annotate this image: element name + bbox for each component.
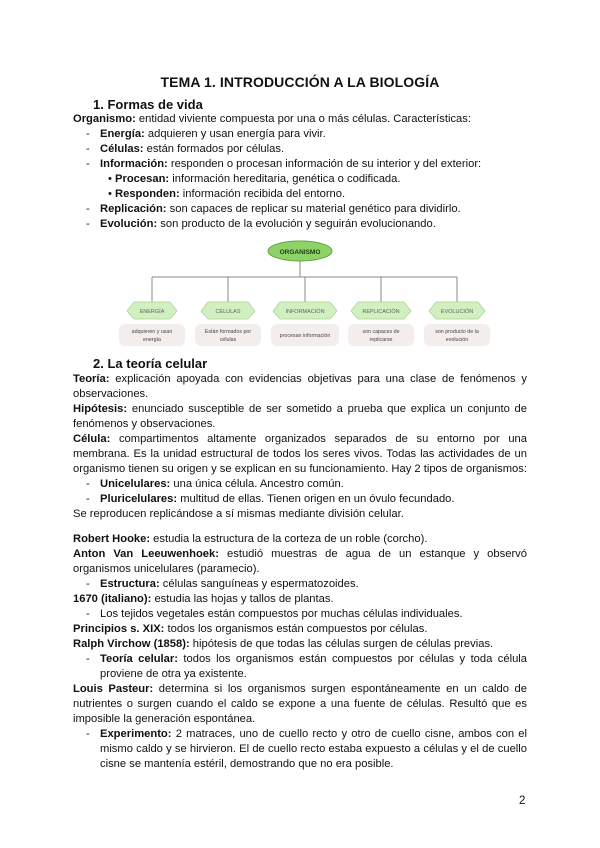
text-line: nutrientes o surgen cuando el caldo se expone a una fuente de células. Resultó que es [73, 698, 527, 710]
list-item: - Replicación: son capaces de replicar su material genético para dividirlo. [86, 203, 461, 215]
virchow-entry [73, 637, 493, 652]
list-item: - Información: responden o procesan información de su interior y del exterior: [86, 158, 482, 170]
node-desc: Están formados por [204, 329, 252, 335]
root-label: ORGANISMO [279, 249, 321, 256]
term: Ralph Virchow (1858): [73, 638, 190, 650]
definition-text: enunciado susceptible de ser sometido a prueba que explica un conjunto de [127, 403, 527, 415]
text-line: fenómenos y observaciones. [73, 418, 216, 430]
diagram-node-informacion [271, 302, 339, 346]
item-text: son producto de la evolución y seguirán evolucionando. [157, 218, 436, 230]
text-line: membrana. Es la unidad estructural de todos los seres vivos. Todas las actividades de un [73, 448, 527, 460]
node-label: ENERGÍA [139, 309, 165, 315]
item-text: una única célula. Ancestro común. [170, 478, 344, 490]
celula-definition [73, 432, 527, 447]
experimento-entry [100, 727, 527, 742]
definition-text: explicación apoyada con evidencias objetivas para una clase de fenómenos y [109, 373, 527, 385]
term: Información: [100, 158, 168, 170]
item-text: células sanguíneas y espermatozoides. [159, 578, 359, 590]
term: Principios s. XIX: [73, 623, 165, 635]
node-desc: son producto de la [435, 329, 479, 335]
diagram-node-evolucion [424, 302, 490, 346]
hooke-entry [73, 532, 427, 547]
term: Replicación: [100, 203, 167, 215]
term: Organismo: [73, 113, 136, 125]
term: Teoría celular: [100, 653, 178, 665]
node-desc: procesan información [279, 333, 331, 339]
term: Energía: [100, 128, 145, 140]
definition-text: compartimentos altamente organizados separados de su entorno por una [110, 433, 527, 445]
node-desc: son capaces de [362, 329, 400, 335]
item-text: Los tejidos vegetales están compuestos por muchas células individuales. [100, 608, 463, 620]
sub-list-item: • Procesan: información hereditaria, genética o codificada. [108, 173, 401, 185]
list-item: - Células: están formados por células. [86, 143, 285, 155]
entry-text: todos los organismos están compuestos por células. [164, 623, 428, 635]
section-heading-teoria-celular: 2. La teoría celular [93, 356, 208, 371]
section-heading-formas-de-vida: 1. Formas de vida [93, 97, 203, 112]
list-item: - Energía: adquieren y usan energía para vivir. [86, 128, 326, 140]
teoria-celular-entry [100, 652, 527, 667]
list-item: - Unicelulares: una única célula. Ancestro común. [86, 478, 344, 490]
term: Evolución: [100, 218, 158, 230]
entry-text: estudia las hojas y tallos de plantas. [151, 593, 334, 605]
term: Louis Pasteur: [73, 683, 154, 695]
list-item: - Los tejidos vegetales están compuestos por muchas células individuales. [86, 608, 463, 620]
node-label: EVOLUCIÓN [440, 309, 474, 315]
item-text: multitud de ellas. Tienen origen en un óvulo fecundado. [177, 493, 455, 505]
term: Hipótesis: [73, 403, 128, 415]
term: Responden: [115, 188, 180, 200]
node-desc: adquieren y usan [131, 329, 173, 335]
term: Anton Van Leeuwenhoek: [73, 548, 219, 560]
definition-text: entidad viviente compuesta por una o más células. Características: [135, 113, 471, 125]
diagram-node-replicacion [348, 302, 414, 346]
list-item: - Evolución: son producto de la evolución y seguirán evolucionando. [86, 218, 436, 230]
diagram-root-node [268, 241, 332, 261]
term: Pluricelulares: [100, 493, 178, 505]
list-item: - Estructura: células sanguíneas y espermatozoides. [86, 578, 359, 590]
text-line: imposible la generación espontánea. [73, 713, 256, 725]
term: 1670 (italiano): [73, 593, 152, 605]
term: Unicelulares: [100, 478, 171, 490]
item-text: información hereditaria, genética o codificada. [169, 173, 401, 185]
node-label: CÉLULAS [215, 309, 241, 315]
node-desc: evolución [445, 337, 469, 343]
text-line: Se reproducen replicándose a sí mismas mediante división celular. [73, 508, 404, 520]
item-text: responden o procesan información de su interior y del exterior: [167, 158, 482, 170]
sub-list-item: • Responden: información recibida del entorno. [108, 188, 346, 200]
item-text: son capaces de replicar su material genético para dividirlo. [166, 203, 461, 215]
page-title: TEMA 1. INTRODUCCIÓN A LA BIOLOGÍA [160, 74, 440, 90]
term: Robert Hooke: [73, 533, 151, 545]
term: Procesan: [115, 173, 170, 185]
page-number: 2 [519, 795, 526, 807]
item-text: adquieren y usan energía para vivir. [144, 128, 326, 140]
entry-text: determina si los organismos surgen espontáneamente en un caldo de [153, 683, 527, 695]
entry-text: 2 matraces, uno de cuello recto y otro de cuello cisne, ambos con el [171, 728, 527, 740]
list-dash: - [86, 653, 90, 665]
item-text: están formados por células. [143, 143, 285, 155]
text-line: observaciones. [73, 388, 149, 400]
diagram-node-energia [119, 302, 185, 346]
text-line: proviene de otra ya existente. [100, 668, 247, 680]
xix-entry [73, 622, 427, 637]
node-label: INFORMACIÓN [285, 309, 325, 315]
term: Células: [100, 143, 144, 155]
leeuwenhoek-entry [73, 547, 527, 562]
diagram-node-celulas [195, 302, 261, 346]
term: Experimento: [100, 728, 172, 740]
list-item: - Pluricelulares: multitud de ellas. Tienen origen en un óvulo fecundado. [86, 493, 455, 505]
term: Estructura: [100, 578, 160, 590]
term: Teoría: [73, 373, 110, 385]
node-desc: replicarse [369, 337, 393, 343]
text-line: organismo tienen su origen y se explican en su funcionamiento. Hay 2 tipos de organismos: [73, 463, 527, 475]
diagram-connectors [152, 260, 457, 302]
item-text: información recibida del entorno. [179, 188, 346, 200]
list-dash: - [86, 728, 90, 740]
text-line: cisne se mantenía estéril, demostrando que no era posible. [100, 758, 394, 770]
node-desc: células [219, 337, 237, 343]
text-line: mismo caldo y se hirvieron. El de cuello recto estaba expuesto a células y el de cuello [100, 743, 527, 755]
entry-text: todos los organismos están compuestos por células y toda célula [177, 653, 527, 665]
node-desc: energía [143, 337, 161, 343]
entry-text: hipótesis de que todas las células surgen de células previas. [189, 638, 494, 650]
entry-text: estudia la estructura de la corteza de un roble (corcho). [150, 533, 428, 545]
entry-text: estudió muestras de agua de un estanque y observó [218, 548, 527, 560]
text-line: organismos unicelulares (paramecio). [73, 563, 260, 575]
hipotesis-definition [73, 402, 527, 417]
italiano-entry [73, 592, 334, 607]
pasteur-entry [73, 682, 527, 697]
teoria-definition [73, 372, 527, 387]
term: Célula: [73, 433, 111, 445]
node-label: REPLICACIÓN [362, 309, 400, 315]
